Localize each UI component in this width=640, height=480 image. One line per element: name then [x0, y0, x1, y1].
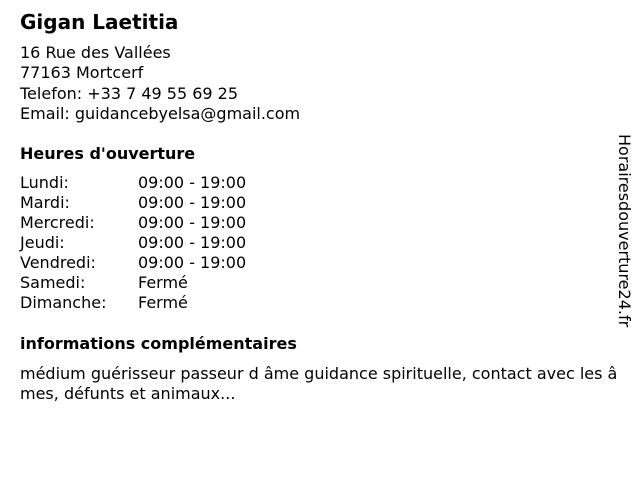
day-label: Lundi:: [20, 173, 69, 192]
day-label: Jeudi:: [20, 233, 65, 252]
hours-row-friday: [20, 253, 320, 273]
day-label: Mardi:: [20, 193, 70, 212]
day-label: Dimanche:: [20, 293, 107, 312]
phone-number: Telefon: +33 7 49 55 69 25: [20, 84, 239, 103]
city-address: 77163 Mortcerf: [20, 63, 144, 82]
day-hours: Fermé: [138, 273, 188, 292]
hours-row-saturday: [20, 273, 320, 293]
day-label: Samedi:: [20, 273, 86, 292]
hours-row-thursday: [20, 233, 320, 253]
email-address: Email: guidancebyelsa@gmail.com: [20, 104, 301, 123]
day-label: Mercredi:: [20, 213, 95, 232]
street-address: 16 Rue des Vallées: [20, 43, 171, 62]
opening-hours-heading: Heures d'ouverture: [20, 144, 196, 163]
business-name: Gigan Laetitia: [20, 10, 179, 34]
day-hours: 09:00 - 19:00: [138, 193, 247, 212]
day-hours: 09:00 - 19:00: [138, 253, 247, 272]
day-hours: Fermé: [138, 293, 188, 312]
hours-row-sunday: [20, 293, 320, 313]
hours-row-wednesday: [20, 213, 320, 233]
additional-info-text: médium guérisseur passeur d âme guidance spirituelle, contact avec les âmes, défunts et animaux...: [20, 364, 618, 403]
day-label: Vendredi:: [20, 253, 96, 272]
day-hours: 09:00 - 19:00: [138, 173, 247, 192]
opening-hours-table: [20, 173, 320, 313]
additional-info-heading: informations complémentaires: [20, 334, 297, 353]
day-hours: 09:00 - 19:00: [138, 213, 247, 232]
site-watermark: Horairesdouverture24.fr: [615, 134, 634, 328]
day-hours: 09:00 - 19:00: [138, 233, 247, 252]
hours-row-monday: [20, 173, 320, 193]
hours-row-tuesday: [20, 193, 320, 213]
